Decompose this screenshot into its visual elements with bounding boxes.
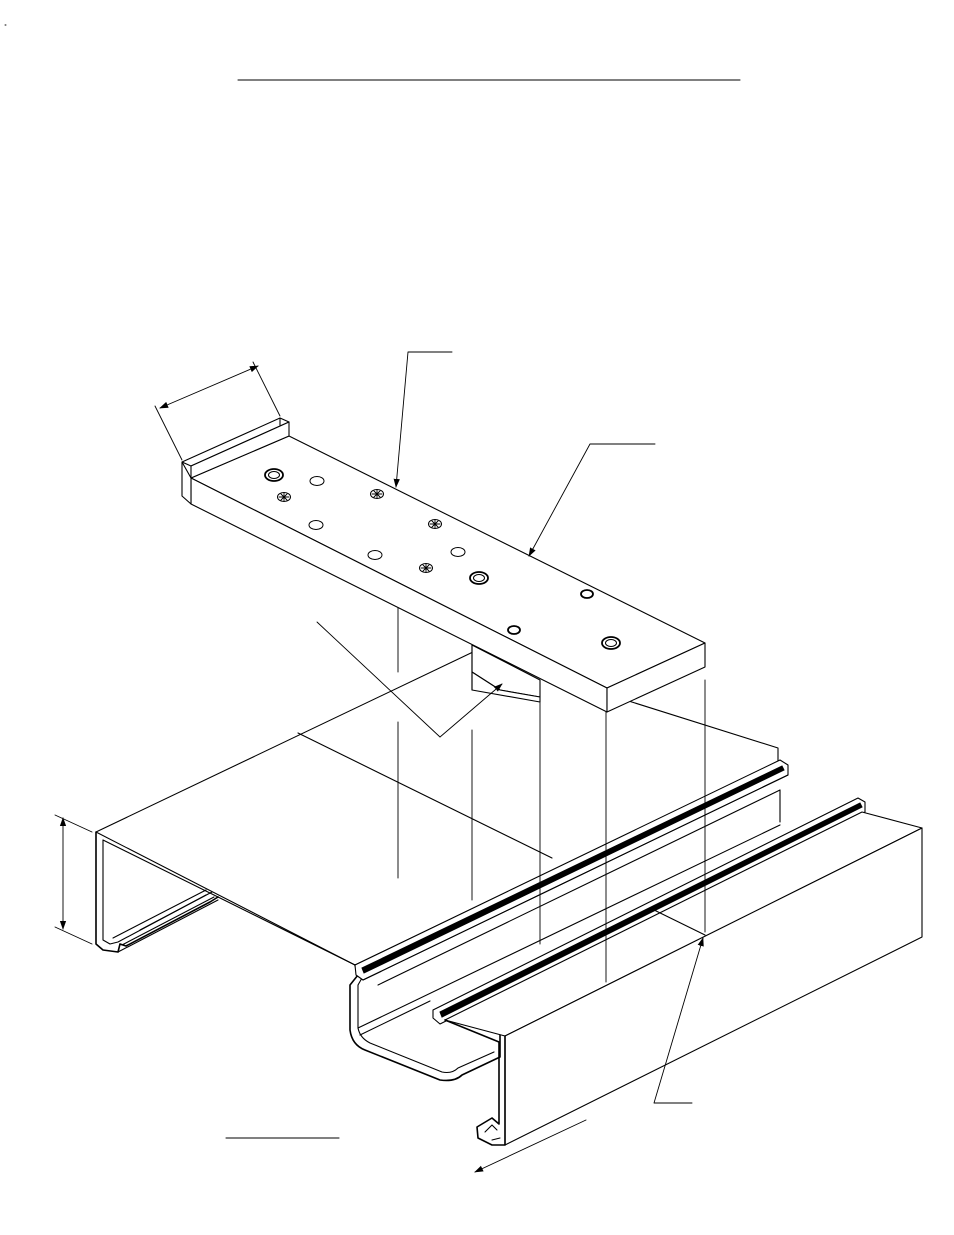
leader-plate-edge (529, 444, 655, 556)
right-channel-end-profile (445, 1020, 505, 1145)
base-channel-assembly (96, 652, 922, 1145)
threaded-hole (278, 493, 291, 502)
plate-hole (368, 551, 382, 560)
plate-hole (309, 521, 323, 530)
small-bore-hole (581, 590, 593, 598)
plate-hole (451, 548, 465, 557)
plate-hole (310, 477, 324, 486)
counterbore-hole (265, 469, 283, 481)
leader-plate-top (396, 352, 452, 487)
right-channel-end-inner (485, 1125, 500, 1140)
counterbore-hole (470, 572, 488, 584)
threaded-hole (371, 490, 384, 499)
plate-lip-front (182, 462, 191, 504)
left-channel-lip (113, 890, 218, 952)
channel-height-dimension (55, 815, 92, 944)
small-bore-hole (508, 626, 520, 634)
threaded-hole (429, 520, 442, 529)
threaded-hole (420, 564, 433, 573)
counterbore-hole (602, 637, 620, 649)
